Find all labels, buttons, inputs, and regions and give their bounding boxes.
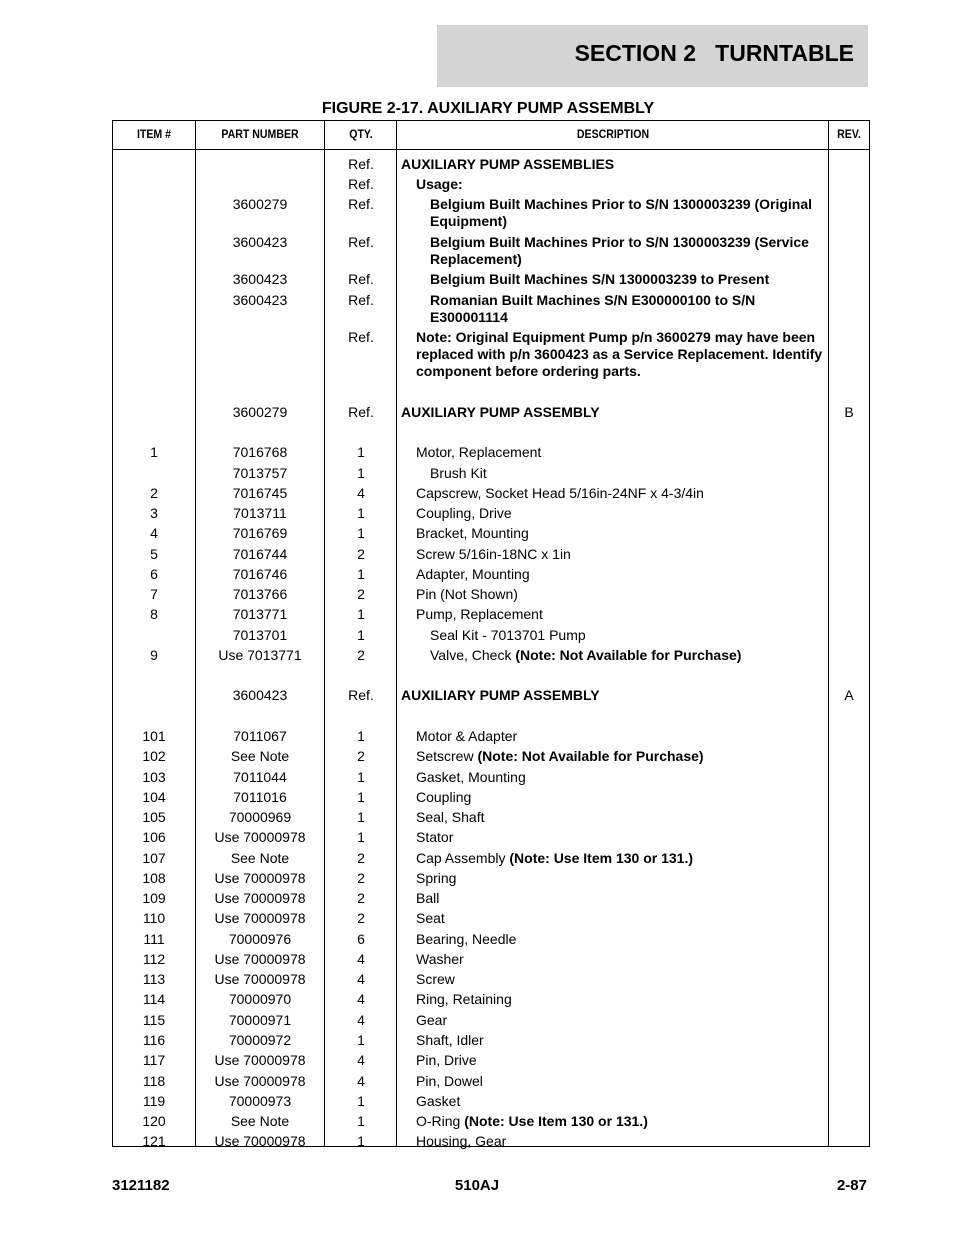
description bbox=[401, 991, 848, 1008]
part-number: 7013701 bbox=[232, 627, 288, 643]
description-text: Pump, Replacement bbox=[416, 606, 543, 622]
quantity: 4 bbox=[357, 951, 365, 967]
item-number: 120 bbox=[142, 1113, 166, 1129]
quantity: 4 bbox=[357, 1012, 365, 1028]
quantity: 2 bbox=[357, 586, 365, 602]
description bbox=[401, 566, 848, 583]
description bbox=[401, 234, 830, 268]
quantity: 1 bbox=[357, 728, 365, 744]
description bbox=[401, 1052, 848, 1069]
description bbox=[401, 789, 848, 806]
part-number: 70000976 bbox=[228, 931, 292, 947]
part-number: 3600423 bbox=[232, 292, 288, 308]
revision: A bbox=[844, 687, 854, 703]
description-text: Motor & Adapter bbox=[416, 728, 518, 744]
quantity: 1 bbox=[357, 1133, 365, 1149]
description bbox=[401, 627, 862, 644]
description bbox=[401, 931, 848, 948]
item-number: 111 bbox=[143, 931, 165, 947]
part-number: See Note bbox=[230, 1113, 290, 1129]
parts-table bbox=[112, 120, 870, 1147]
quantity: Ref. bbox=[348, 234, 374, 250]
header-rev: REV. bbox=[837, 127, 861, 141]
description bbox=[401, 586, 848, 603]
description bbox=[401, 769, 848, 786]
part-number: 7011016 bbox=[233, 789, 287, 805]
description-text: Gasket bbox=[416, 1093, 461, 1109]
revision: B bbox=[844, 404, 854, 420]
description bbox=[401, 728, 848, 745]
item-number: 121 bbox=[142, 1133, 166, 1149]
description bbox=[401, 156, 833, 173]
part-number: 7016746 bbox=[232, 566, 288, 582]
description bbox=[401, 606, 848, 623]
description-text: Ball bbox=[416, 890, 440, 906]
description bbox=[401, 465, 862, 482]
description-text: Cap Assembly bbox=[416, 850, 510, 866]
part-number: Use 70000978 bbox=[214, 890, 306, 906]
description-text: Washer bbox=[416, 951, 464, 967]
description-text: Seal Kit - 7013701 Pump bbox=[430, 627, 586, 643]
quantity: Ref. bbox=[348, 271, 374, 287]
item-number: 115 bbox=[142, 1012, 166, 1028]
description bbox=[401, 951, 848, 968]
quantity: 4 bbox=[357, 971, 365, 987]
description bbox=[401, 890, 848, 907]
description-text: Bearing, Needle bbox=[416, 931, 517, 947]
item-number: 104 bbox=[142, 789, 166, 805]
description bbox=[401, 404, 833, 421]
description-text: Shaft, Idler bbox=[416, 1032, 484, 1048]
quantity: 4 bbox=[357, 1073, 365, 1089]
quantity: 2 bbox=[357, 748, 365, 764]
item-number: 118 bbox=[142, 1073, 166, 1089]
quantity: 2 bbox=[357, 910, 365, 926]
description bbox=[401, 1012, 848, 1029]
description bbox=[401, 444, 848, 461]
description-note: (Note: Use Item 130 or 131.) bbox=[509, 850, 693, 866]
description-text: AUXILIARY PUMP ASSEMBLY bbox=[401, 687, 600, 703]
description-text: Housing, Gear bbox=[416, 1133, 507, 1149]
description-note: (Note: Not Available for Purchase) bbox=[515, 647, 742, 663]
description-text: AUXILIARY PUMP ASSEMBLIES bbox=[401, 156, 615, 172]
item-number: 102 bbox=[142, 748, 166, 764]
quantity: 1 bbox=[357, 769, 365, 785]
item-number: 107 bbox=[142, 850, 166, 866]
description-text: Pin, Drive bbox=[416, 1052, 477, 1068]
quantity: 1 bbox=[357, 1113, 365, 1129]
quantity: 2 bbox=[357, 890, 365, 906]
footer-page-number: 2-87 bbox=[836, 1177, 867, 1194]
quantity: 1 bbox=[357, 809, 365, 825]
part-number: 7011067 bbox=[233, 728, 287, 744]
description bbox=[401, 870, 848, 887]
description bbox=[401, 910, 848, 927]
quantity: 1 bbox=[357, 525, 365, 541]
quantity: 4 bbox=[357, 485, 365, 501]
part-number: 3600423 bbox=[232, 271, 288, 287]
quantity: 1 bbox=[357, 627, 365, 643]
description-text: Spring bbox=[416, 870, 457, 886]
description-text: Valve, Check bbox=[430, 647, 516, 663]
description-text: Romanian Built Machines S/N E300000100 to S/N E300001114 bbox=[430, 292, 756, 325]
item-number: 119 bbox=[142, 1093, 166, 1109]
quantity: 1 bbox=[357, 505, 365, 521]
description bbox=[401, 505, 848, 522]
part-number: Use 70000978 bbox=[214, 870, 306, 886]
part-number: Use 70000978 bbox=[214, 829, 306, 845]
quantity: 1 bbox=[357, 444, 365, 460]
description-text: Motor, Replacement bbox=[416, 444, 542, 460]
part-number: 7011044 bbox=[233, 769, 287, 785]
item-number: 5 bbox=[150, 546, 158, 562]
quantity: Ref. bbox=[348, 329, 374, 345]
quantity: Ref. bbox=[348, 196, 374, 212]
description-text: Belgium Built Machines Prior to S/N 1300003239 (Service Replacement) bbox=[430, 234, 809, 267]
part-number: Use 7013771 bbox=[218, 647, 302, 663]
part-number: See Note bbox=[230, 850, 290, 866]
description-note: (Note: Use Item 130 or 131.) bbox=[464, 1113, 648, 1129]
part-number: 7016744 bbox=[232, 546, 288, 562]
table-body bbox=[113, 149, 869, 1149]
part-number: 7016745 bbox=[232, 485, 288, 501]
item-number: 1 bbox=[150, 444, 158, 460]
quantity: 4 bbox=[357, 991, 365, 1007]
quantity: Ref. bbox=[348, 404, 374, 420]
description bbox=[401, 292, 760, 326]
description-text: Gear bbox=[416, 1012, 448, 1028]
description bbox=[401, 176, 848, 193]
quantity: 1 bbox=[357, 829, 365, 845]
item-number: 106 bbox=[142, 829, 166, 845]
description bbox=[401, 546, 848, 563]
quantity: 2 bbox=[357, 850, 365, 866]
item-number: 113 bbox=[142, 971, 166, 987]
description-text: Capscrew, Socket Head 5/16in-24NF x 4-3/4in bbox=[416, 485, 704, 501]
item-number: 6 bbox=[150, 566, 158, 582]
quantity: 2 bbox=[357, 647, 365, 663]
description bbox=[401, 1032, 848, 1049]
part-number: 70000970 bbox=[228, 991, 292, 1007]
description bbox=[401, 809, 848, 826]
part-number: 7013766 bbox=[232, 586, 288, 602]
part-number: 3600279 bbox=[232, 404, 288, 420]
description-text: Belgium Built Machines Prior to S/N 1300003239 (Original Equipment) bbox=[430, 196, 813, 229]
description bbox=[401, 196, 830, 230]
description bbox=[401, 1093, 848, 1110]
item-number: 8 bbox=[150, 606, 158, 622]
part-number: 3600423 bbox=[232, 234, 288, 250]
description-text: AUXILIARY PUMP ASSEMBLY bbox=[401, 404, 600, 420]
description-text: Brush Kit bbox=[430, 465, 487, 481]
quantity: 4 bbox=[357, 1052, 365, 1068]
part-number: Use 70000978 bbox=[214, 910, 306, 926]
quantity: Ref. bbox=[348, 687, 374, 703]
item-number: 112 bbox=[142, 951, 166, 967]
description bbox=[401, 748, 848, 765]
description bbox=[401, 329, 836, 380]
item-number: 105 bbox=[142, 809, 166, 825]
header-qty: QTY. bbox=[349, 127, 373, 141]
description bbox=[401, 971, 848, 988]
part-number: 3600279 bbox=[232, 196, 288, 212]
item-number: 116 bbox=[142, 1032, 166, 1048]
description-text: Pin, Dowel bbox=[416, 1073, 483, 1089]
item-number: 103 bbox=[142, 769, 166, 785]
description-text: Pin (Not Shown) bbox=[416, 586, 518, 602]
item-number: 3 bbox=[150, 505, 158, 521]
description bbox=[401, 850, 848, 867]
item-number: 2 bbox=[150, 485, 158, 501]
part-number: 7013771 bbox=[232, 606, 288, 622]
footer-document-number: 3121182 bbox=[112, 1177, 170, 1194]
part-number: 70000969 bbox=[228, 809, 292, 825]
quantity: Ref. bbox=[348, 176, 374, 192]
figure-title: FIGURE 2-17. AUXILIARY PUMP ASSEMBLY bbox=[321, 100, 655, 117]
quantity: 1 bbox=[357, 1032, 365, 1048]
description-text: Stator bbox=[416, 829, 454, 845]
table-header-row bbox=[113, 121, 869, 150]
description-text: Setscrew bbox=[416, 748, 478, 764]
part-number: 70000971 bbox=[228, 1012, 292, 1028]
part-number: 7016769 bbox=[232, 525, 288, 541]
item-number: 108 bbox=[142, 870, 166, 886]
description-text: Ring, Retaining bbox=[416, 991, 512, 1007]
description-text: O-Ring bbox=[416, 1113, 465, 1129]
part-number: 70000972 bbox=[228, 1032, 292, 1048]
part-number: 70000973 bbox=[228, 1093, 292, 1109]
section-title: SECTION 2 TURNTABLE bbox=[574, 40, 854, 66]
part-number: 3600423 bbox=[232, 687, 288, 703]
part-number: Use 70000978 bbox=[214, 1073, 306, 1089]
description bbox=[401, 687, 833, 704]
description-text: Coupling bbox=[416, 789, 472, 805]
description-text: Bracket, Mounting bbox=[416, 525, 529, 541]
description-text: Screw 5/16in-18NC x 1in bbox=[416, 546, 571, 562]
description bbox=[401, 647, 862, 664]
part-number: Use 70000978 bbox=[214, 971, 306, 987]
description bbox=[401, 829, 848, 846]
part-number: Use 70000978 bbox=[214, 951, 306, 967]
description-text: Seal, Shaft bbox=[416, 809, 485, 825]
header-item: ITEM # bbox=[136, 127, 172, 141]
quantity: 1 bbox=[357, 789, 365, 805]
item-number: 101 bbox=[142, 728, 166, 744]
quantity: 1 bbox=[357, 1093, 365, 1109]
quantity: Ref. bbox=[348, 156, 374, 172]
part-number: Use 70000978 bbox=[214, 1133, 306, 1149]
quantity: 1 bbox=[357, 465, 365, 481]
description bbox=[401, 525, 848, 542]
quantity: 2 bbox=[357, 870, 365, 886]
part-number: Use 70000978 bbox=[214, 1052, 306, 1068]
description-text: Gasket, Mounting bbox=[416, 769, 526, 785]
description-note: (Note: Not Available for Purchase) bbox=[477, 748, 704, 764]
description-text: Note: Original Equipment Pump p/n 3600279 may have been replaced with p/n 3600423 as a Service Replacement. Identify component before ordering parts. bbox=[416, 329, 823, 379]
description bbox=[401, 271, 862, 288]
description bbox=[401, 1113, 848, 1130]
description bbox=[401, 1133, 848, 1150]
part-number: 7016768 bbox=[232, 444, 288, 460]
section-header bbox=[437, 25, 868, 87]
item-number: 4 bbox=[150, 525, 158, 541]
description-text: Screw bbox=[416, 971, 455, 987]
header-part-number: PART NUMBER bbox=[221, 127, 299, 141]
description-text: Adapter, Mounting bbox=[416, 566, 530, 582]
quantity: 1 bbox=[357, 606, 365, 622]
description-text: Belgium Built Machines S/N 1300003239 to Present bbox=[430, 271, 770, 287]
part-number: 7013711 bbox=[233, 505, 287, 521]
description bbox=[401, 485, 848, 502]
description bbox=[401, 1073, 848, 1090]
item-number: 114 bbox=[142, 991, 166, 1007]
header-description: DESCRIPTION bbox=[576, 127, 650, 141]
item-number: 7 bbox=[150, 586, 158, 602]
quantity: 2 bbox=[357, 546, 365, 562]
description-text: Usage: bbox=[416, 176, 463, 192]
description-text: Coupling, Drive bbox=[416, 505, 512, 521]
quantity: 6 bbox=[357, 931, 365, 947]
part-number: See Note bbox=[230, 748, 290, 764]
footer-model: 510AJ bbox=[454, 1177, 500, 1194]
quantity: Ref. bbox=[348, 292, 374, 308]
item-number: 9 bbox=[150, 647, 158, 663]
part-number: 7013757 bbox=[232, 465, 288, 481]
description-text: Seat bbox=[416, 910, 445, 926]
item-number: 117 bbox=[142, 1052, 166, 1068]
item-number: 110 bbox=[142, 910, 166, 926]
item-number: 109 bbox=[142, 890, 166, 906]
quantity: 1 bbox=[357, 566, 365, 582]
